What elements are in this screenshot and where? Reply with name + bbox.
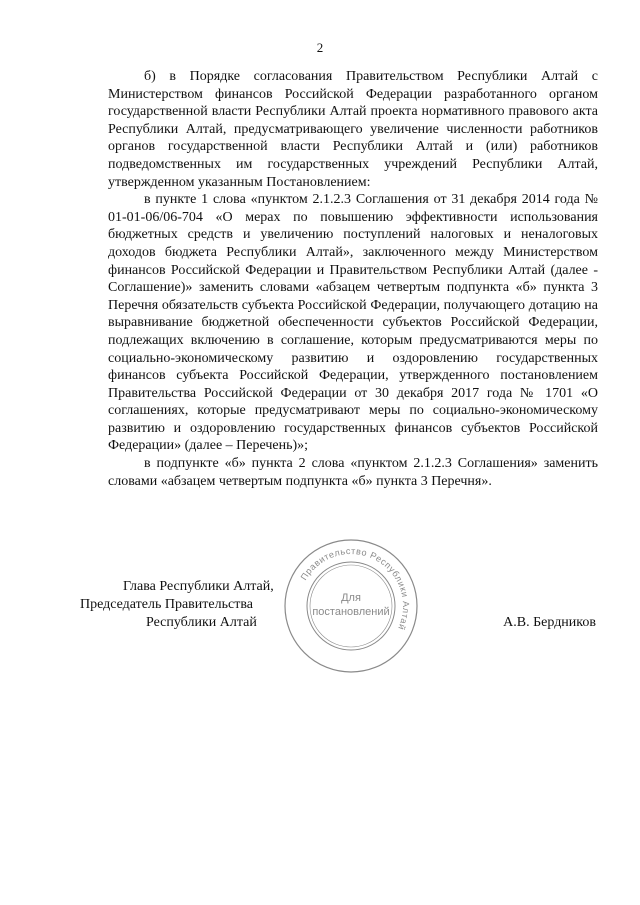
seal-center-line-1: Для <box>341 592 361 604</box>
document-body <box>108 68 598 490</box>
seal-ring-textpath: Правительство Республики Алтай <box>298 545 412 632</box>
signatory-name: А.В. Бердников <box>503 615 596 630</box>
seal-center-line-2: постановлений <box>312 606 390 618</box>
signatory-title-line-2: Председатель Правительства <box>80 597 253 612</box>
seal-ring-text <box>299 546 411 632</box>
paragraph-subpoint-b: в подпункте «б» пункта 2 слова «пунктом 2.1.2.3 Соглашения» заменить словами «абзацем четвертым подпункта «б» пункта 3 Перечня». <box>108 456 598 489</box>
paragraph-point-1: в пункте 1 слова «пунктом 2.1.2.3 Соглашения от 31 декабря 2014 года № 01-01-06/06-704 «О мерах по повышению эффективности использования бюджетных средств и увеличению поступлений налоговых и неналоговых доходов бюджета Республики Алтай», заключенного между Министерством финансов Российской Федерации и Правительством Республики Алтай (далее - Соглашение)» заменить словами «абзацем четвертым подпункта «б» пункта 3 Перечня обязательств субъекта Российской Федерации, получающего дотацию на выравнивание бюджетной обеспеченности субъектов Российской Федерации, подлежащих включению в соглашение, которым предусматриваются меры по социально-экономическому развитию и оздоровлению государственных финансов субъекта Российской Федерации, утвержденного постановлением Правительства Российской Федерации от 30 декабря 2017 года № 1701 «О соглашениях, которые предусматривают меры по социально-экономическому развитию и оздоровлению государственных финансов субъектов Российской Федерации» (далее – Перечень)»; <box>108 192 598 454</box>
signatory-title-line-3: Республики Алтай <box>146 615 257 630</box>
paragraph-amendment-b: б) в Порядке согласования Правительством Республики Алтай с Министерством финансов Российской Федерации разработанного органом государственной власти Республики Алтай проекта нормативного правового акта Республики Алтай, предусматривающего увеличение численности работников органов государственной власти Республики Алтай и (или) работников подведомственных им государственных учреждений Республики Алтай, утвержденном указанным Постановлением: <box>108 69 598 190</box>
page-number: 2 <box>316 40 324 55</box>
signatory-title-line-1: Глава Республики Алтай, <box>123 579 274 594</box>
official-seal-stamp <box>283 538 419 674</box>
